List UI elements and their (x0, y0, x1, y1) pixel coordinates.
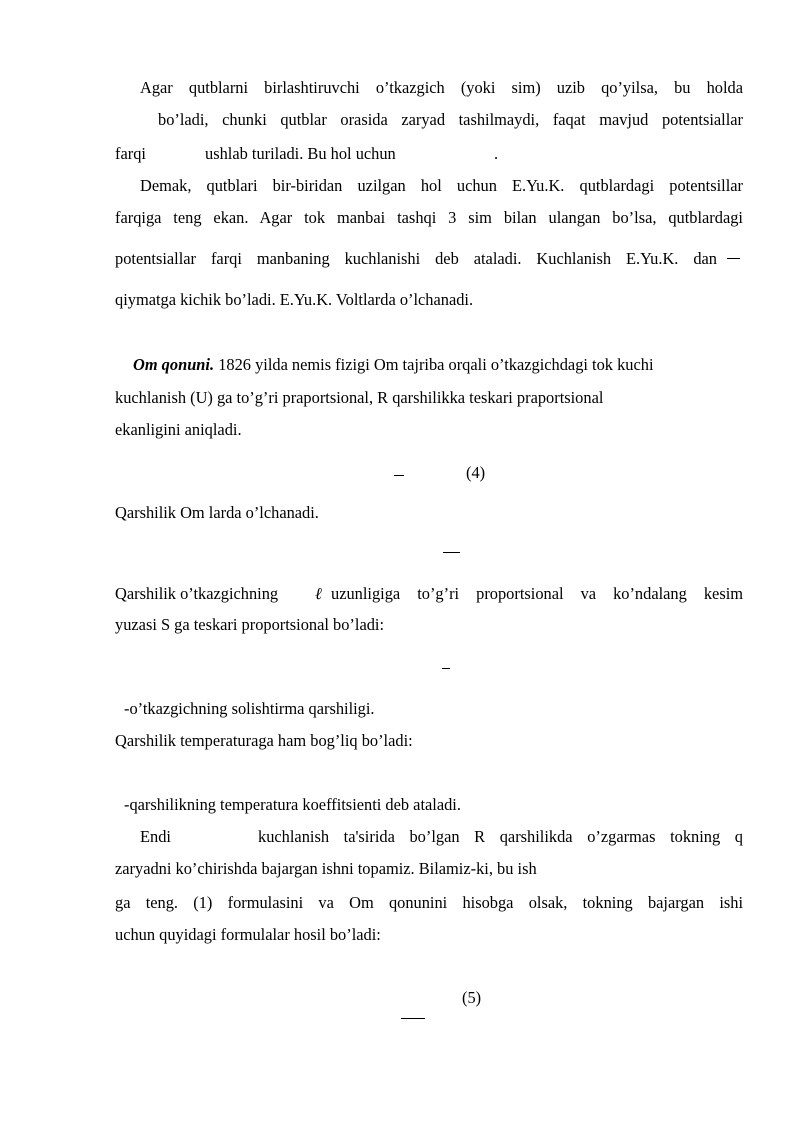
text-line: farqiga teng ekan. Agar tok manbai tashqi 3 sim bilan ulangan bo’lsa, qutblardagi (115, 208, 743, 227)
text-line: ekanligini aniqladi. (115, 420, 242, 439)
section-title: Om qonuni. (133, 355, 215, 374)
text-line: -qarshilikning temperatura koeffitsienti deb ataladi. (124, 795, 461, 814)
text-line: zaryadni ko’chirishda bajargan ishni topamiz. Bilamiz-ki, bu ish (115, 859, 537, 878)
section-heading-line (133, 355, 654, 375)
fraction-bar (727, 258, 740, 259)
text-line: Qarshilik Om larda o’lchanadi. (115, 503, 319, 522)
fraction-bar (443, 552, 460, 553)
equation-number: (5) (462, 988, 482, 1007)
text-line: Demak, qutblari bir-biridan uzilgan hol uchun E.Yu.K. qutblardagi potentsillar (140, 176, 743, 195)
text-fragment: Qarshilik o’tkazgichning (115, 584, 279, 603)
text-line: Qarshilik temperaturaga ham bog’liq bo’ladi: (115, 731, 413, 750)
fraction-bar (401, 1018, 425, 1019)
text-fragment: 1826 yilda nemis fizigi Om tajriba orqali o’tkazgichdagi tok kuchi (218, 355, 654, 374)
text-fragment: Endi (140, 827, 171, 846)
text-fragment: farqi (115, 144, 146, 163)
text-line: kuchlanish (U) ga to’g’ri praportsional, R qarshilikka teskari praportsional (115, 388, 604, 407)
text-line (115, 584, 743, 604)
fraction-bar (394, 475, 404, 476)
text-line: yuzasi S ga teskari proportsional bo’ladi: (115, 615, 385, 634)
text-line: uchun quyidagi formulalar hosil bo’ladi: (115, 925, 381, 944)
text-fragment: ushlab turiladi. Bu hol uchun (205, 144, 396, 163)
length-symbol: ℓ (315, 584, 322, 603)
text-fragment: kuchlanish ta'sirida bo’lgan R qarshilikda o’zgarmas tokning q (258, 827, 743, 846)
equation-number: (4) (466, 463, 486, 482)
text-line: Agar qutblarni birlashtiruvchi o’tkazgich (yoki sim) uzib qo’yilsa, bu holda (140, 78, 743, 97)
text-line: potentsiallar farqi manbaning kuchlanishi deb ataladi. Kuchlanish E.Yu.K. dan (115, 249, 717, 268)
text-line: bo’ladi, chunki qutblar orasida zaryad tashilmaydi, faqat mavjud potentsiallar (158, 110, 743, 129)
text-line: -o’tkazgichning solishtirma qarshiligi. (124, 699, 375, 718)
text-fragment: uzunligiga to’g’ri proportsional va ko’ndalang kesim (331, 584, 743, 603)
text-line: qiymatga kichik bo’ladi. E.Yu.K. Voltlarda o’lchanadi. (115, 290, 474, 309)
fraction-bar (442, 668, 450, 669)
text-line: ga teng. (1) formulasini va Om qonunini hisobga olsak, tokning bajargan ishi (115, 893, 743, 912)
text-fragment: . (494, 144, 499, 163)
